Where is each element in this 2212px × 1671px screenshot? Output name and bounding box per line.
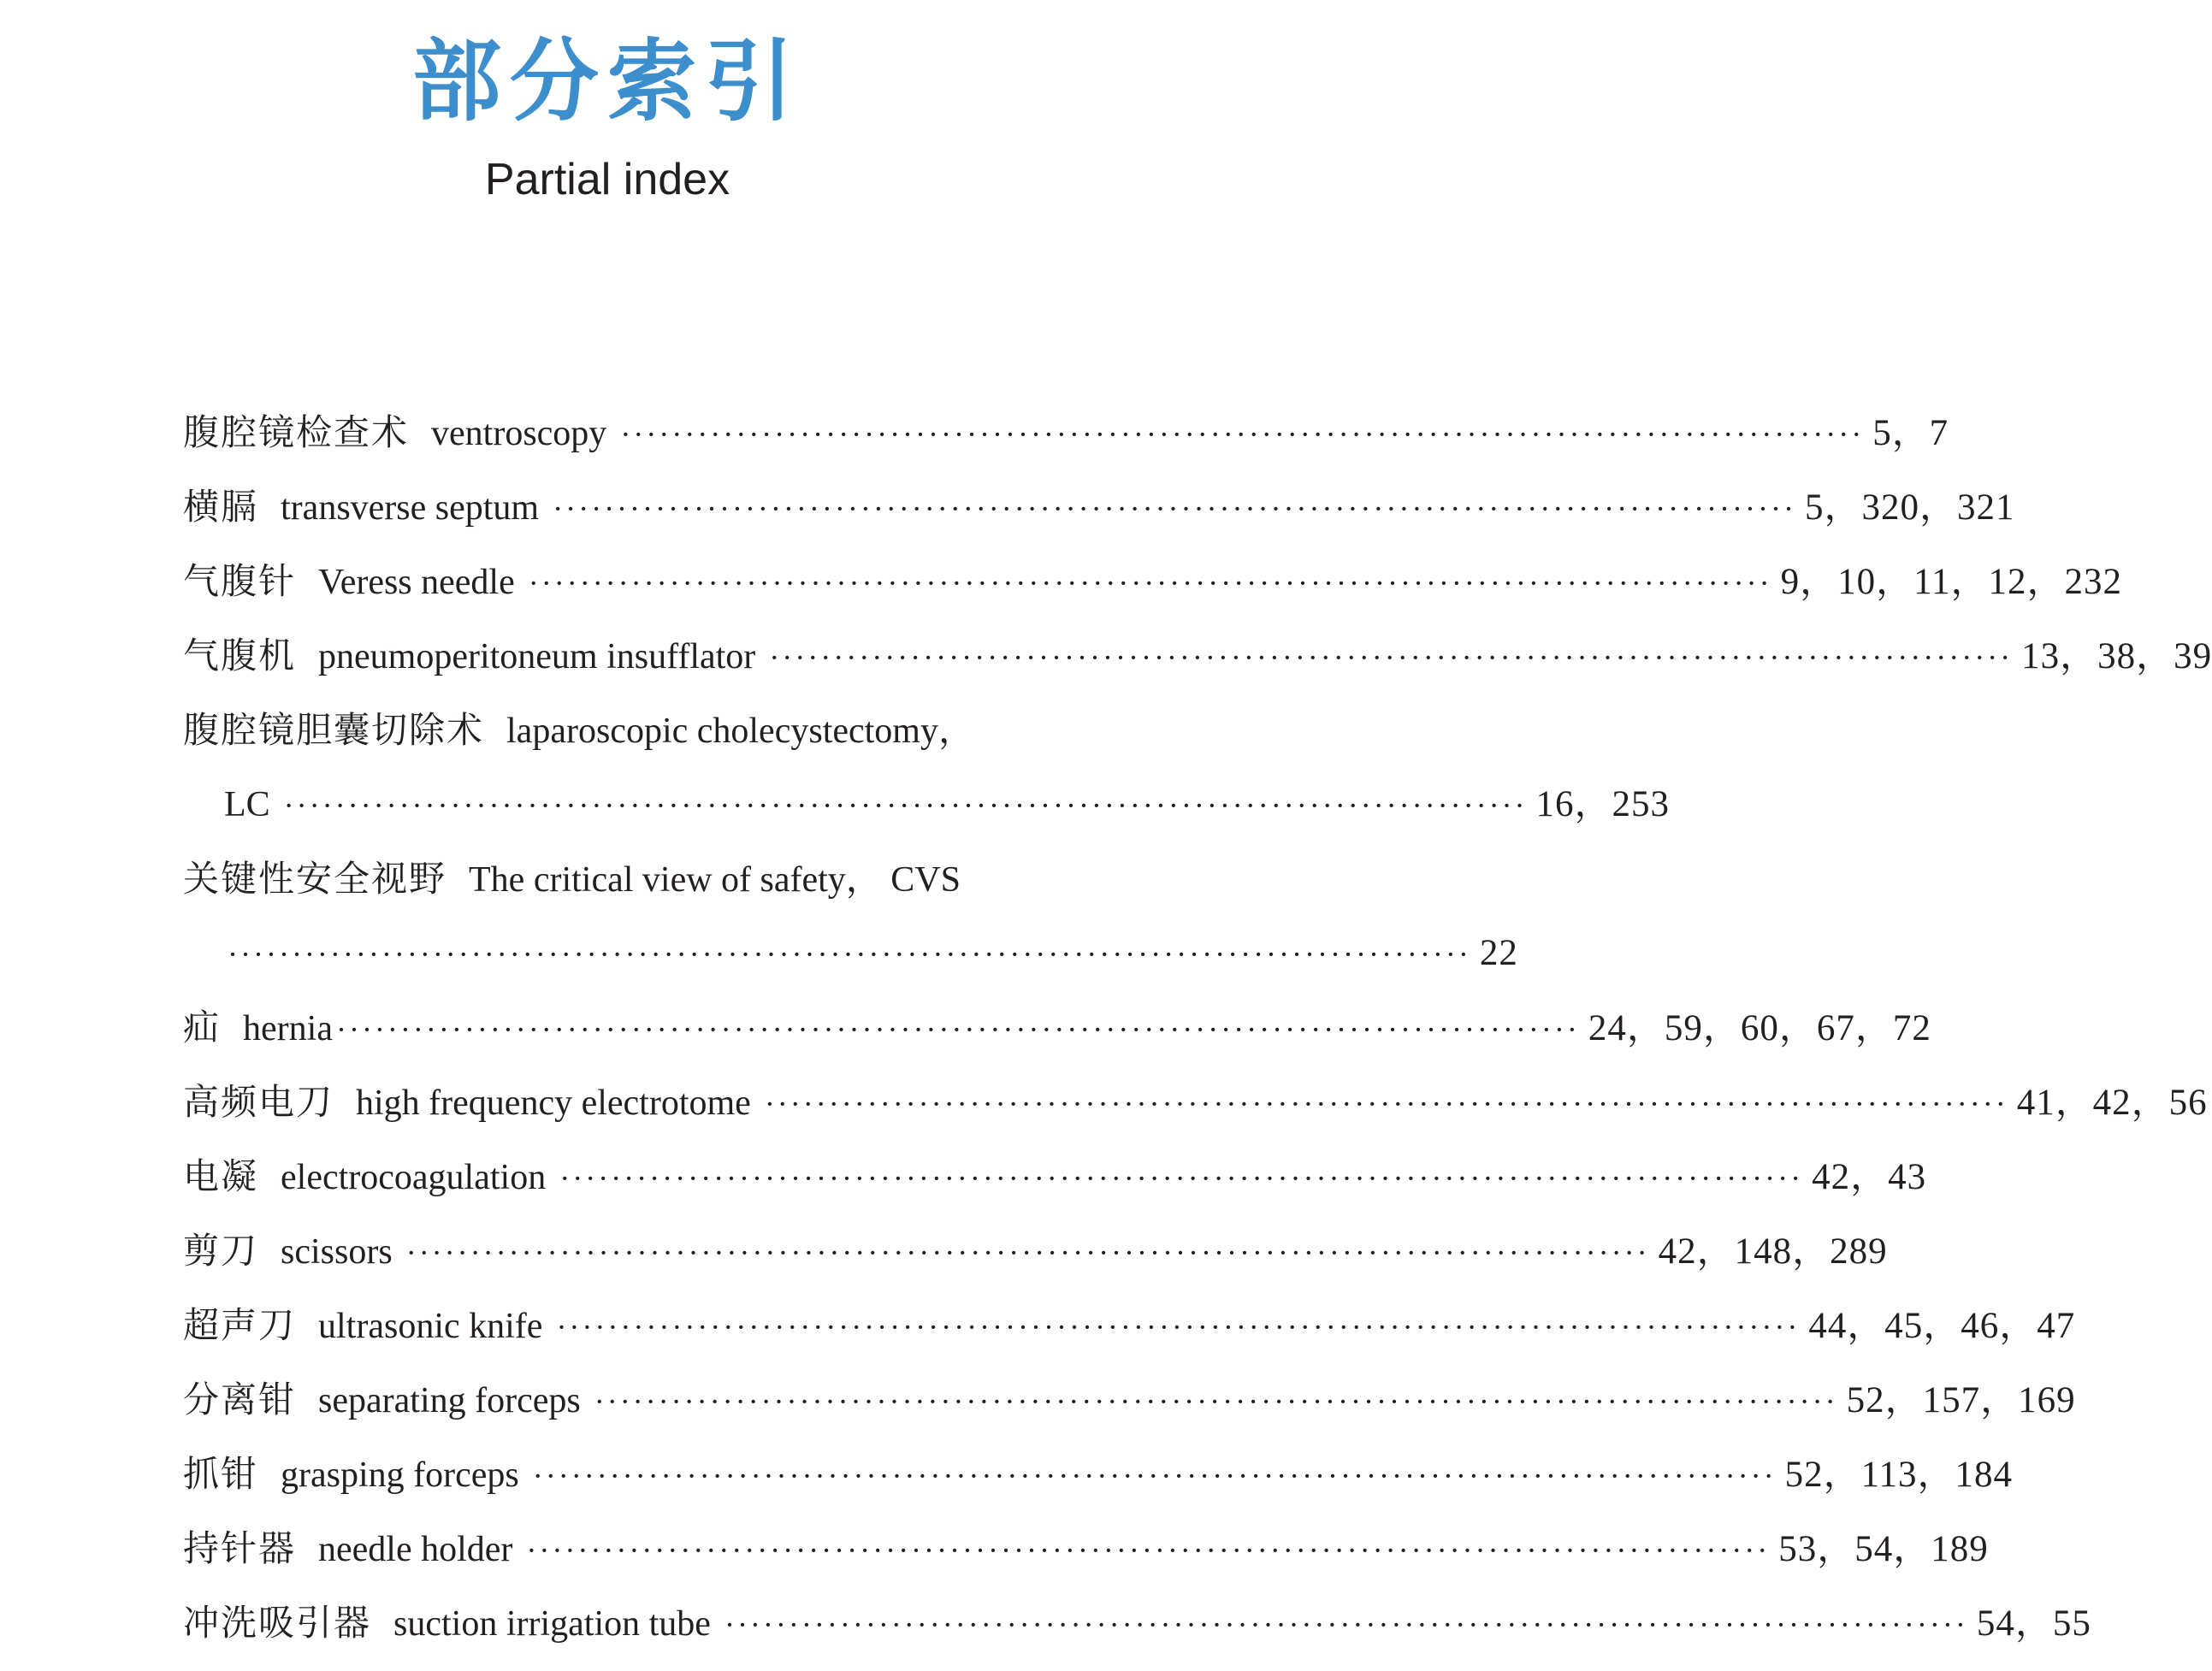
leader-dots: ································································································· xyxy=(283,788,1528,823)
entry-term-cn: 腹腔镜检查术 xyxy=(183,411,410,453)
page-title: 部分索引 xyxy=(411,29,802,133)
entry-term-en: ultrasonic knife xyxy=(318,1307,543,1346)
entry-term-en: grasping forceps xyxy=(281,1455,519,1495)
index-entry xyxy=(183,841,1066,916)
index-entry xyxy=(183,1065,2208,1139)
index-entry xyxy=(183,395,1949,469)
entry-pages: 9，10，11，12，232 xyxy=(1780,562,2123,602)
index-entry xyxy=(183,544,2123,618)
index-entry xyxy=(183,1437,2014,1511)
entry-pages: 22 xyxy=(1479,933,1518,973)
index-entry xyxy=(183,469,2015,544)
index-entry xyxy=(183,1585,2091,1660)
leader-dots: ································································································· xyxy=(532,1459,1777,1493)
entry-term-en: separating forceps xyxy=(318,1381,581,1420)
entry-term-en: Veress needle xyxy=(318,563,515,602)
entry-pages: 52，113，184 xyxy=(1784,1455,2014,1495)
index-entry xyxy=(183,1139,1927,1213)
entry-term-cn: 电凝 xyxy=(183,1155,259,1197)
entry-pages: 54，55 xyxy=(1976,1603,2091,1644)
entry-term-en: ventroscopy xyxy=(431,414,607,453)
entry-term-cn: 腹腔镜胆囊切除术 xyxy=(183,709,485,751)
entry-term-en: scissors xyxy=(281,1232,393,1272)
entry-pages: 16，253 xyxy=(1535,784,1671,824)
entry-term-cn: 冲洗吸引器 xyxy=(183,1602,372,1644)
entry-term-en: hernia xyxy=(243,1009,333,1048)
entry-term-cn: 横膈 xyxy=(183,486,259,528)
index-entry-continuation xyxy=(183,767,1671,841)
leader-dots: ································································································· xyxy=(526,1533,1771,1568)
entry-pages: 53，54，189 xyxy=(1778,1529,1989,1569)
leader-dots: ································································································· xyxy=(594,1385,1838,1419)
entry-term-cn: 关键性安全视野 xyxy=(183,858,447,900)
index-entry xyxy=(183,1288,2076,1362)
entry-pages: 5，7 xyxy=(1872,413,1949,453)
index-entry xyxy=(183,693,1066,767)
leader-dots: ································································································· xyxy=(620,417,1865,452)
entry-term-en: laparoscopic cholecystectomy， xyxy=(506,712,974,751)
entry-term-cn: 剪刀 xyxy=(183,1230,259,1272)
leader-dots: ································································································· xyxy=(553,492,1796,526)
leader-dots: ································································································· xyxy=(405,1236,1650,1270)
entry-pages: 42，43 xyxy=(1812,1157,1927,1197)
leader-dots: ································································································· xyxy=(764,1087,2008,1121)
entry-pages: 13，38，39 xyxy=(2021,636,2212,676)
entry-term-cn: 持针器 xyxy=(183,1527,297,1569)
index-entry-continuation xyxy=(183,916,1518,990)
entry-term-en: transverse septum xyxy=(281,488,540,528)
entry-pages: 5，320，321 xyxy=(1804,487,2015,528)
page-subtitle: Partial index xyxy=(484,155,730,204)
entry-term-en: needle holder xyxy=(318,1530,513,1569)
entry-term-cn: 高频电刀 xyxy=(183,1081,334,1123)
index-entry xyxy=(183,1213,1888,1288)
index-entry xyxy=(183,990,1931,1065)
index-list xyxy=(183,395,2212,1660)
leader-dots: ································································································· xyxy=(769,641,2014,675)
entry-term-cn: 气腹机 xyxy=(183,635,297,676)
index-entry xyxy=(183,1362,2076,1437)
entry-term-en: high frequency electrotome xyxy=(356,1083,751,1123)
index-entry xyxy=(183,618,2212,693)
entry-term-cn: 分离钳 xyxy=(183,1379,297,1420)
entry-pages: 44，45，46，47 xyxy=(1808,1306,2076,1346)
entry-pages: 41，42，56 xyxy=(2016,1083,2208,1123)
entry-term-en: The critical view of safety， CVS xyxy=(469,860,961,900)
entry-pages: 42，148，289 xyxy=(1658,1231,1888,1272)
leader-dots: ································································································· xyxy=(556,1310,1801,1344)
entry-term-cn: 疝 xyxy=(183,1007,222,1048)
index-entry xyxy=(183,1511,1989,1585)
leader-dots: ································································································· xyxy=(335,1013,1580,1047)
entry-pages: 24，59，60，67，72 xyxy=(1588,1008,1931,1048)
entry-term-en: pneumoperitoneum insufflator xyxy=(318,637,756,676)
leader-dots: ································································································· xyxy=(528,566,1772,600)
entry-term-cn: 抓钳 xyxy=(183,1453,259,1495)
leader-dots: ································································································· xyxy=(559,1161,1804,1196)
entry-term-cn: 气腹针 xyxy=(183,560,297,602)
leader-dots: ································································································· xyxy=(228,937,1471,971)
entry-pages: 52，157，169 xyxy=(1846,1380,2076,1420)
entry-term-en: electrocoagulation xyxy=(281,1158,547,1197)
entry-term-cn: 超声刀 xyxy=(183,1304,297,1346)
entry-term-abbr: LC xyxy=(224,785,270,824)
entry-term-en: suction irrigation tube xyxy=(393,1604,711,1644)
leader-dots: ································································································· xyxy=(724,1608,1968,1642)
